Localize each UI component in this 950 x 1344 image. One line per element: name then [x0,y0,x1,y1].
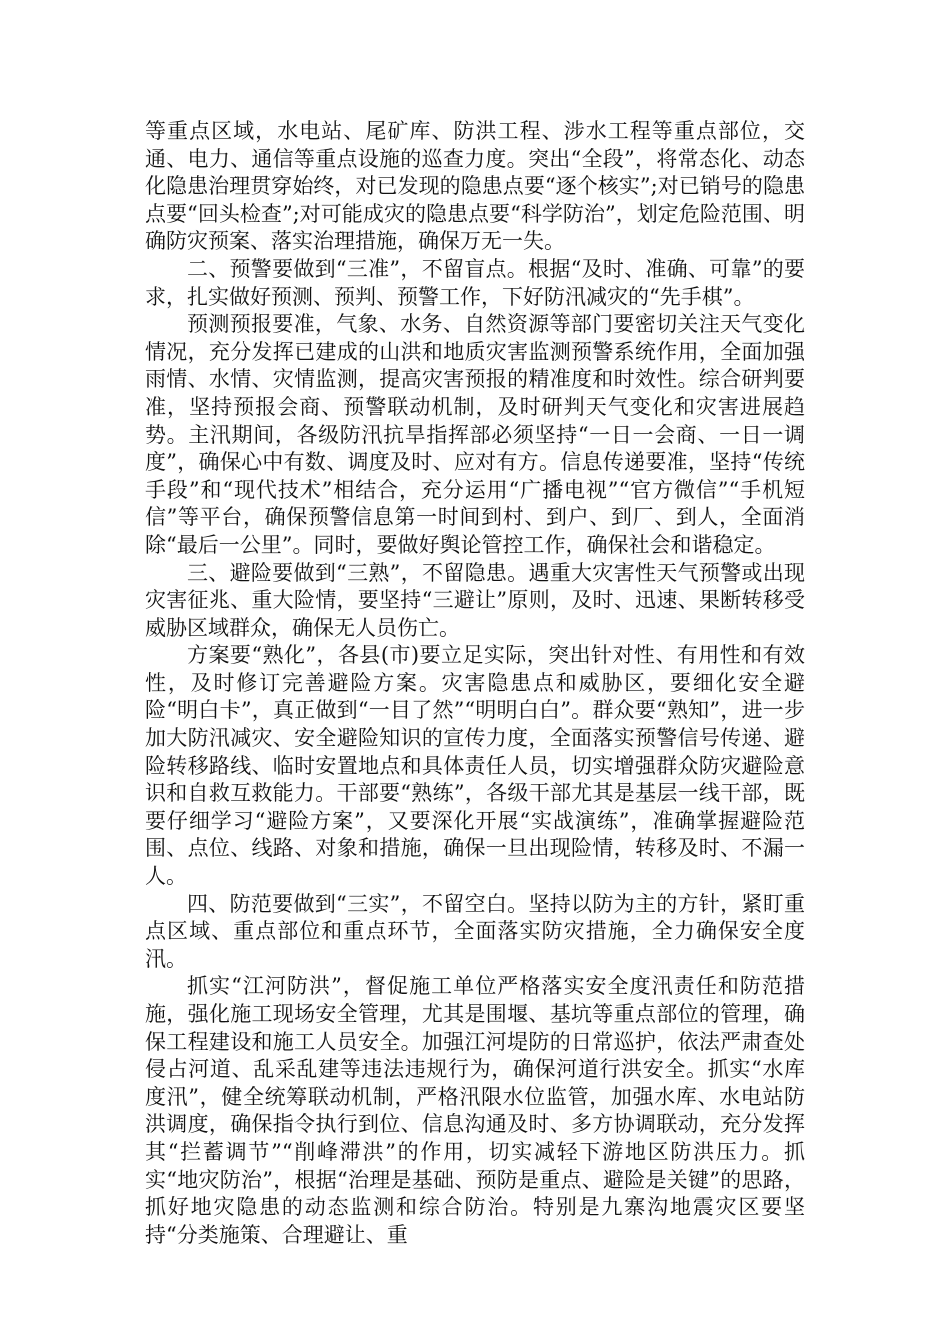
paragraph-flood-control: 抓实“江河防洪”，督促施工单位严格落实安全度汛责任和防范措施，强化施工现场安全管理，尤其是围堰、基坑等重点部位的管理，确保工程建设和施工人员安全。加强江河堤防的日常巡护，依法严肃查处侵占河道、乱采乱建等违法违规行为，确保河道行洪安全。抓实“水库度汛”，健全统筹联动机制，严格汛限水位监管，加强水库、水电站防洪调度，确保指令执行到位、信息沟通及时、多方协调联动，充分发挥其“拦蓄调节”“削峰滞洪”的作用，切实减轻下游地区防洪压力。抓实“地灾防治”，根据“治理是基础、预防是重点、避险是关键”的思路，抓好地灾隐患的动态监测和综合防治。特别是九寨沟地震灾区要坚持“分类施策、合理避让、重 [145,974,805,1247]
paragraph-section-two-heading: 二、预警要做到“三准”，不留盲点。根据“及时、准确、可靠”的要求，扎实做好预测、预判、预警工作，下好防汛减灾的“先手棋”。 [145,256,805,309]
paragraph-evacuation-plan: 方案要“熟化”，各县(市)要立足实际，突出针对性、有用性和有效性，及时修订完善避险方案。灾害隐患点和威胁区，要细化安全避险“明白卡”，真正做到“一目了然”“明明白白”。群众要“熟知”，进一步加大防汛减灾、安全避险知识的宣传力度，全面落实预警信号传递、避险转移路线、临时安置地点和具体责任人员，切实增强群众防灾避险意识和自救互救能力。干部要“熟练”，各级干部尤其是基层一线干部，既要仔细学习“避险方案”，又要深化开展“实战演练”，准确掌握避险范围、点位、线路、对象和措施，确保一旦出现险情，转移及时、不漏一人。 [145,643,805,889]
paragraph-section-four-heading: 四、防范要做到“三实”，不留空白。坚持以防为主的方针，紧盯重点区域、重点部位和重点环节，全面落实防灾措施，全力确保安全度汛。 [145,891,805,971]
document-body [145,118,805,1249]
paragraph-section-three-heading: 三、避险要做到“三熟”，不留隐患。遇重大灾害性天气预警或出现灾害征兆、重大险情，要坚持“三避让”原则，及时、迅速、果断转移受威胁区域群众，确保无人员伤亡。 [145,560,805,640]
paragraph-forecast-accuracy: 预测预报要准，气象、水务、自然资源等部门要密切关注天气变化情况，充分发挥已建成的山洪和地质灾害监测预警系统作用，全面加强雨情、水情、灾情监测，提高灾害预报的精准度和时效性。综合研判要准，坚持预报会商、预警联动机制，及时研判天气变化和灾害进展趋势。主汛期间，各级防汛抗旱指挥部必须坚持“一日一会商、一日一调度”，确保心中有数、调度及时、应对有方。信息传递要准，坚持“传统手段”和“现代技术”相结合，充分运用“广播电视”“官方微信”“手机短信”等平台，确保预警信息第一时间到村、到户、到厂、到人，全面消除“最后一公里”。同时，要做好舆论管控工作，确保社会和谐稳定。 [145,312,805,557]
paragraph-continuation: 等重点区域，水电站、尾矿库、防洪工程、涉水工程等重点部位，交通、电力、通信等重点设施的巡查力度。突出“全段”，将常态化、动态化隐患治理贯穿始终，对已发现的隐患点要“逐个核实”;对已销号的隐患点要“回头检查”;对可能成灾的隐患点要“科学防治”，划定危险范围、明确防灾预案、落实治理措施，确保万无一失。 [145,119,805,254]
